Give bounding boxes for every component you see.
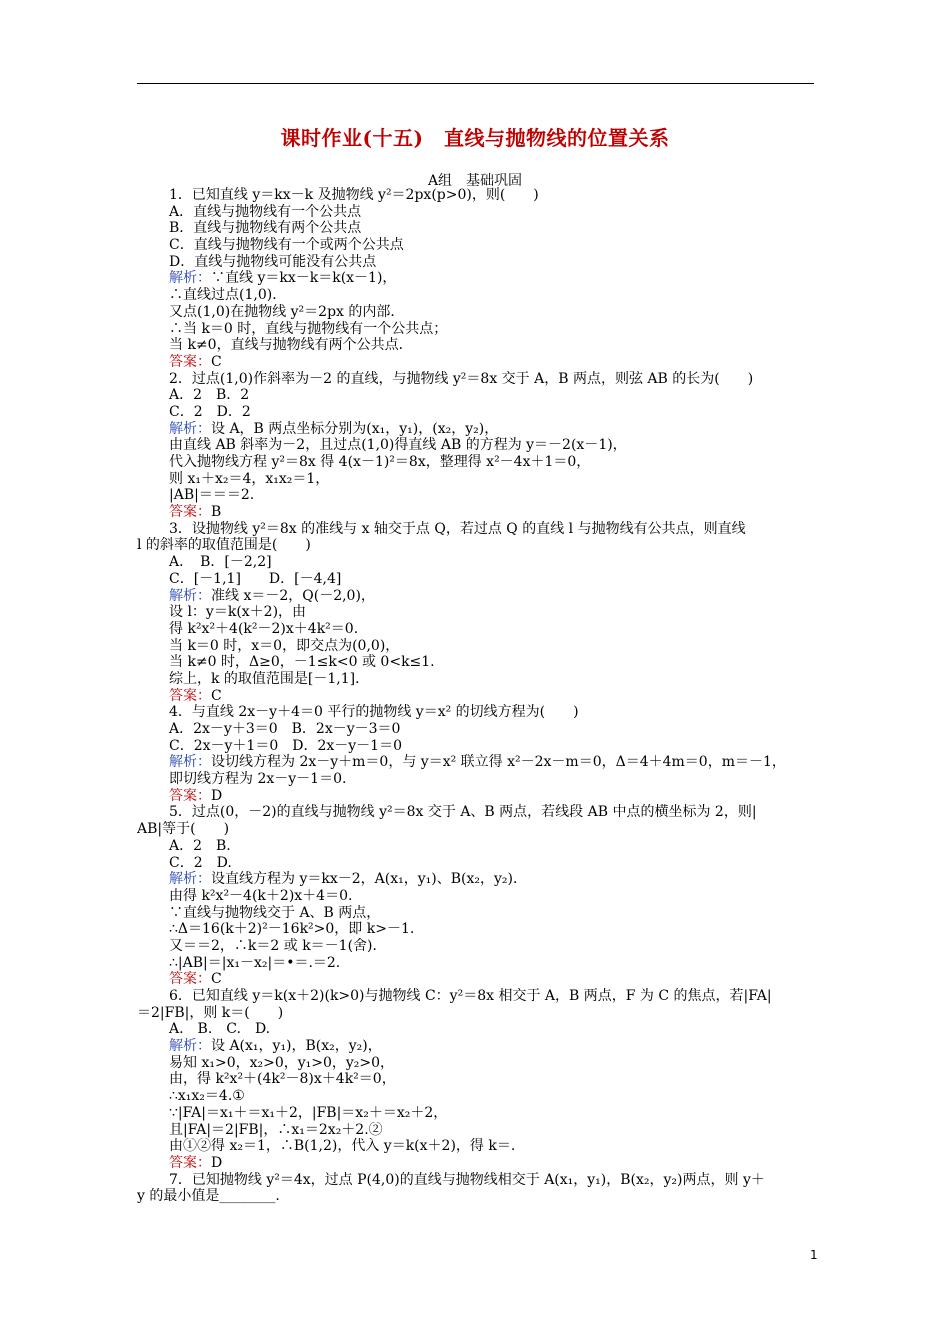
text-line xyxy=(137,504,814,521)
line-text: 又＝＝2，∴k＝2 或 k＝－1(舍)． xyxy=(169,937,387,954)
header-rule xyxy=(137,83,814,84)
line-text: A．2 B．2 xyxy=(169,387,250,404)
text-line xyxy=(137,738,814,755)
text-line xyxy=(137,988,814,1005)
line-text: |AB|＝＝＝2. xyxy=(169,487,255,504)
line-text: 得 k²x²＋4(k²－2)x＋4k²＝0. xyxy=(169,620,359,637)
text-line xyxy=(137,321,814,338)
line-text: ∴直线过点(1,0)． xyxy=(169,287,287,304)
text-line xyxy=(137,270,814,287)
text-line xyxy=(137,1138,814,1155)
answer-label: 答案： xyxy=(169,787,211,804)
line-text: ∴Δ＝16(k＋2)²－16k²>0，即 k>－1. xyxy=(169,921,415,938)
text-line xyxy=(137,471,814,488)
line-text: 准线 x＝－2，Q(－2,0)， xyxy=(211,587,375,604)
line-text: 当 k＝0 时，x＝0，即交点为(0,0)， xyxy=(169,637,400,654)
line-text: l 的斜率的取值范围是( ) xyxy=(137,537,311,554)
text-line xyxy=(137,871,814,888)
text-line xyxy=(137,604,814,621)
answer-label: 答案： xyxy=(169,971,211,988)
line-text: 则 x₁＋x₂＝4，x₁x₂＝1， xyxy=(169,470,330,487)
text-line xyxy=(137,1038,814,1055)
text-line xyxy=(137,487,814,504)
text-line xyxy=(137,855,814,872)
line-text: C xyxy=(211,687,222,704)
line-text: 设 A，B 两点坐标分别为(x₁，y₁)，(x₂，y₂)， xyxy=(211,420,499,437)
line-text: 由直线 AB 斜率为－2，且过点(1,0)得直线 AB 的方程为 y＝－2(x－1)， xyxy=(169,437,627,454)
line-text: C．2 D．2 xyxy=(169,403,251,420)
text-line xyxy=(137,237,814,254)
text-line xyxy=(137,1055,814,1072)
line-text: y 的最小值是________. xyxy=(137,1188,280,1205)
text-line xyxy=(137,187,814,204)
text-line xyxy=(137,754,814,771)
text-line xyxy=(137,404,814,421)
line-text: C．2x－y＋1＝0 D．2x－y－1＝0 xyxy=(169,737,402,754)
line-text: 设切线方程为 2x－y＋m＝0，与 y＝x² 联立得 x²－2x－m＝0，Δ＝4＋4m＝0，m＝－1， xyxy=(211,754,786,771)
text-line xyxy=(137,1172,814,1189)
text-line xyxy=(137,621,814,638)
text-line xyxy=(137,554,814,571)
line-text: B xyxy=(211,504,222,521)
text-line xyxy=(137,654,814,671)
text-line xyxy=(137,204,814,221)
text-line xyxy=(137,354,814,371)
line-text: 设直线方程为 y＝kx－2，A(x₁，y₁)、B(x₂，y₂)． xyxy=(211,871,527,888)
text-line xyxy=(137,521,814,538)
line-text: ＝2|FB|，则 k＝( ) xyxy=(137,1004,284,1021)
line-text: C xyxy=(211,971,222,988)
solution-label: 解析： xyxy=(169,587,211,604)
text-line xyxy=(137,220,814,237)
page-title: 课时作业(十五) 直线与抛物线的位置关系 xyxy=(280,126,670,150)
text-line xyxy=(137,938,814,955)
text-line xyxy=(137,437,814,454)
text-line xyxy=(137,704,814,721)
line-text: ∵|FA|＝x₁＋＝x₁＋2，|FB|＝x₂＋＝x₂＋2， xyxy=(169,1104,448,1121)
answer-label: 答案： xyxy=(169,504,211,521)
text-line xyxy=(137,304,814,321)
line-text: ∴|AB|＝|x₁－x₂|＝•＝.＝2. xyxy=(169,954,341,971)
line-text: 设 A(x₁，y₁)，B(x₂，y₂)， xyxy=(211,1038,382,1055)
line-text: 又点(1,0)在抛物线 y²＝2px 的内部． xyxy=(169,303,405,320)
text-line xyxy=(137,838,814,855)
page-number: 1 xyxy=(810,1248,818,1262)
text-line xyxy=(137,371,814,388)
text-line xyxy=(137,771,814,788)
line-text: A．直线与抛物线有一个公共点 xyxy=(169,203,362,220)
text-line xyxy=(137,337,814,354)
text-line xyxy=(137,821,814,838)
section-heading: A组 基础巩固 xyxy=(427,173,523,189)
line-text: D xyxy=(211,787,223,804)
text-line xyxy=(137,421,814,438)
line-text: C xyxy=(211,353,222,370)
answer-label: 答案： xyxy=(169,353,211,370)
line-text: 代入抛物线方程 y²＝8x 得 4(x－1)²＝8x，整理得 x²－4x＋1＝0， xyxy=(169,454,591,470)
line-text: A．2x－y＋3＝0 B．2x－y－3＝0 xyxy=(169,721,401,737)
text-line xyxy=(137,971,814,988)
text-line xyxy=(137,671,814,688)
line-text: 7．已知抛物线 y²＝4x，过点 P(4,0)的直线与抛物线相交于 A(x₁，y₁)，B(x₂，y₂)两点，则 y＋ xyxy=(169,1171,765,1188)
text-line xyxy=(137,1188,814,1205)
text-line xyxy=(137,688,814,705)
text-line xyxy=(137,1021,814,1038)
line-text: 设 l：y＝k(x＋2)，由 xyxy=(169,604,307,621)
text-line xyxy=(137,254,814,271)
text-line xyxy=(137,387,814,404)
line-text: A．2 B. xyxy=(169,837,231,854)
text-line xyxy=(137,638,814,655)
line-text: 由得 k²x²－4(k＋2)x＋4＝0. xyxy=(169,887,353,904)
text-line xyxy=(137,1105,814,1122)
text-line xyxy=(137,888,814,905)
answer-label: 答案： xyxy=(169,687,211,704)
text-line xyxy=(137,1122,814,1139)
answer-label: 答案： xyxy=(169,1154,211,1171)
text-line xyxy=(137,921,814,938)
text-line xyxy=(137,905,814,922)
text-line xyxy=(137,1005,814,1022)
line-text: 1．已知直线 y＝kx－k 及抛物线 y²＝2px(p>0)，则( ) xyxy=(169,187,539,203)
line-text: 综上，k 的取值范围是[－1,1]． xyxy=(169,670,370,687)
line-text: 即切线方程为 2x－y－1＝0. xyxy=(169,771,347,788)
line-text: 4．与直线 2x－y＋4＝0 平行的抛物线 y＝x² 的切线方程为( ) xyxy=(169,704,579,721)
line-text: 当 k≠0，直线与抛物线有两个公共点． xyxy=(169,337,413,354)
line-text: AB|等于( ) xyxy=(137,821,230,838)
text-line xyxy=(137,721,814,738)
line-text: C．直线与抛物线有一个或两个公共点 xyxy=(169,237,404,254)
solution-label: 解析： xyxy=(169,871,211,888)
text-line xyxy=(137,537,814,554)
text-line xyxy=(137,1088,814,1105)
text-line xyxy=(137,1071,814,1088)
text-line xyxy=(137,454,814,471)
line-text: 3．设抛物线 y²＝8x 的准线与 x 轴交于点 Q，若过点 Q 的直线 l 与抛物线有公共点，则直线 xyxy=(169,520,746,537)
solution-label: 解析： xyxy=(169,270,211,287)
text-line xyxy=(137,788,814,805)
line-text: A. B. C. D. xyxy=(169,1021,271,1038)
text-line xyxy=(137,1155,814,1172)
text-line xyxy=(137,571,814,588)
line-text: D．直线与抛物线可能没有公共点 xyxy=(169,253,377,270)
line-text: 6．已知直线 y＝k(x＋2)(k>0)与抛物线 C：y²＝8x 相交于 A，B 两点，F 为 C 的焦点，若|FA| xyxy=(169,988,772,1004)
line-text: C．[－1,1] D．[－4,4] xyxy=(169,570,342,587)
text-line xyxy=(137,287,814,304)
line-text: 2．过点(1,0)作斜率为－2 的直线，与抛物线 y²＝8x 交于 A，B 两点，则弦 AB 的长为( ) xyxy=(169,370,754,387)
line-text: A． B．[－2,2] xyxy=(169,554,272,571)
line-text: C．2 D. xyxy=(169,854,232,871)
line-text: B．直线与抛物线有两个公共点 xyxy=(169,220,362,237)
solution-label: 解析： xyxy=(169,754,211,771)
document-body xyxy=(137,187,814,1205)
line-text: D xyxy=(211,1154,223,1171)
line-text: 5．过点(0，－2)的直线与抛物线 y²＝8x 交于 A、B 两点，若线段 AB 中点的横坐标为 2，则| xyxy=(169,804,757,821)
line-text: ∴x₁x₂＝4.① xyxy=(169,1088,245,1105)
line-text: ∴当 k＝0 时，直线与抛物线有一个公共点； xyxy=(169,320,448,337)
text-line xyxy=(137,804,814,821)
line-text: ∵直线与抛物线交于 A、B 两点， xyxy=(169,904,381,921)
line-text: 易知 x₁>0，x₂>0，y₁>0，y₂>0， xyxy=(169,1054,395,1071)
line-text: 当 k≠0 时，Δ≥0，－1≤k<0 或 0<k≤1. xyxy=(169,654,435,671)
line-text: ∵直线 y＝kx－k＝k(x－1)， xyxy=(211,270,397,287)
text-line xyxy=(137,588,814,605)
solution-label: 解析： xyxy=(169,1038,211,1055)
text-line xyxy=(137,955,814,972)
solution-label: 解析： xyxy=(169,420,211,437)
line-text: 由①②得 x₂＝1，∴B(1,2)，代入 y＝k(x＋2)，得 k＝. xyxy=(169,1138,516,1155)
line-text: 由，得 k²x²＋(4k²－8)x＋4k²＝0， xyxy=(169,1071,396,1088)
line-text: 且|FA|＝2|FB|，∴x₁＝2x₂＋2.② xyxy=(169,1121,383,1138)
